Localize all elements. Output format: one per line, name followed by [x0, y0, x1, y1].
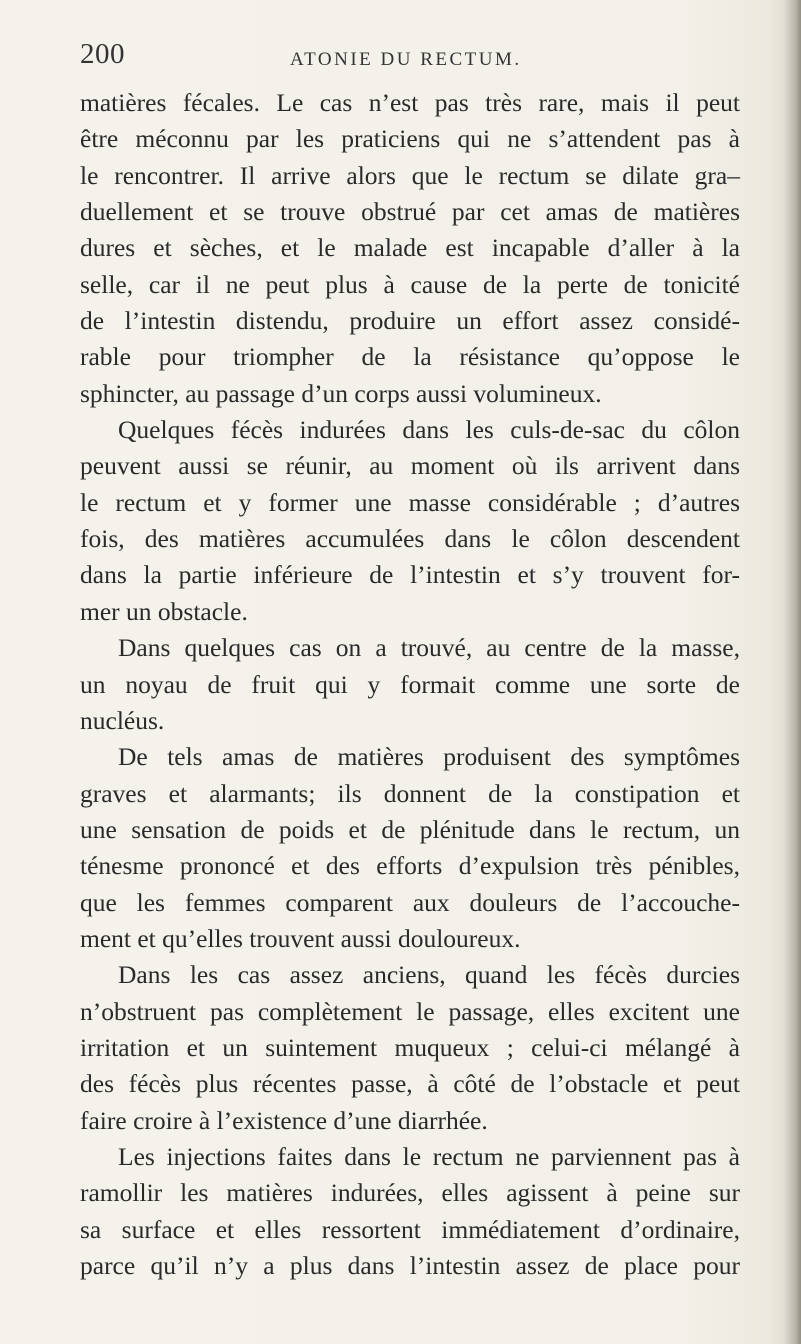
text-line: parce qu’il n’y a plus dans l’intestin assez de place pour: [80, 1251, 740, 1280]
text-line: être méconnu par les praticiens qui ne s’attendent pas à: [80, 124, 740, 154]
running-title: ATONIE DU RECTUM.: [290, 49, 522, 70]
text-line: Dans les cas assez anciens, quand les fécès durcies: [118, 960, 740, 990]
page-edge-shadow: [783, 0, 801, 1344]
text-line: ment et qu’elles trouvent aussi douloureux.: [80, 923, 521, 953]
text-line: peuvent aussi se réunir, au moment où ils arrivent dans: [80, 451, 740, 481]
text-line: sphincter, au passage d’un corps aussi volumineux.: [80, 378, 602, 408]
text-line: que les femmes comparent aux douleurs de l’accouche-: [80, 887, 740, 917]
page-header: [80, 38, 740, 82]
page-number: 200: [80, 38, 125, 70]
text-line: ramollir les matières indurées, elles agissent à peine sur: [80, 1178, 740, 1208]
text-line: le rencontrer. Il arrive alors que le rectum se dilate gra–: [80, 160, 740, 190]
text-line: nucléus.: [80, 705, 165, 735]
text-line: Les injections faites dans le rectum ne parviennent pas à: [118, 1141, 740, 1171]
text-line: fois, des matières accumulées dans le côlon descendent: [80, 524, 740, 554]
text-line: De tels amas de matières produisent des symptômes: [118, 742, 740, 772]
text-line: ténesme prononcé et des efforts d’expulsion très pénibles,: [80, 851, 740, 881]
text-line: matières fécales. Le cas n’est pas très rare, mais il peut: [80, 88, 740, 117]
text-line: mer un obstacle.: [80, 596, 248, 626]
text-line: irritation et un suintement muqueux ; celui-ci mélangé à: [80, 1032, 740, 1062]
text-line: dans la partie inférieure de l’intestin et s’y trouvent for-: [80, 560, 740, 590]
text-line: duellement et se trouve obstrué par cet amas de matières: [80, 197, 740, 227]
text-line: graves et alarmants; ils donnent de la constipation et: [80, 778, 740, 808]
text-line: de l’intestin distendu, produire un effort assez considé-: [80, 306, 740, 336]
text-line: dures et sèches, et le malade est incapable d’aller à la: [80, 233, 740, 263]
text-line: un noyau de fruit qui y formait comme une sorte de: [80, 669, 740, 699]
text-line: sa surface et elles ressortent immédiatement d’ordinaire,: [80, 1214, 740, 1244]
text-line: le rectum et y former une masse considérable ; d’autres: [80, 487, 740, 517]
text-line: faire croire à l’existence d’une diarrhée.: [80, 1105, 488, 1135]
text-line: selle, car il ne peut plus à cause de la perte de tonicité: [80, 269, 740, 299]
text-line: rable pour triompher de la résistance qu’oppose le: [80, 342, 740, 372]
text-line: n’obstruent pas complètement le passage, elles excitent une: [80, 996, 740, 1026]
text-line: des fécès plus récentes passe, à côté de l’obstacle et peut: [80, 1069, 740, 1099]
text-line: Quelques fécès indurées dans les culs-de-sac du côlon: [118, 415, 740, 445]
text-line: une sensation de poids et de plénitude dans le rectum, un: [80, 814, 740, 844]
body-text: [80, 85, 740, 1284]
text-line: Dans quelques cas on a trouvé, au centre de la masse,: [118, 633, 740, 663]
